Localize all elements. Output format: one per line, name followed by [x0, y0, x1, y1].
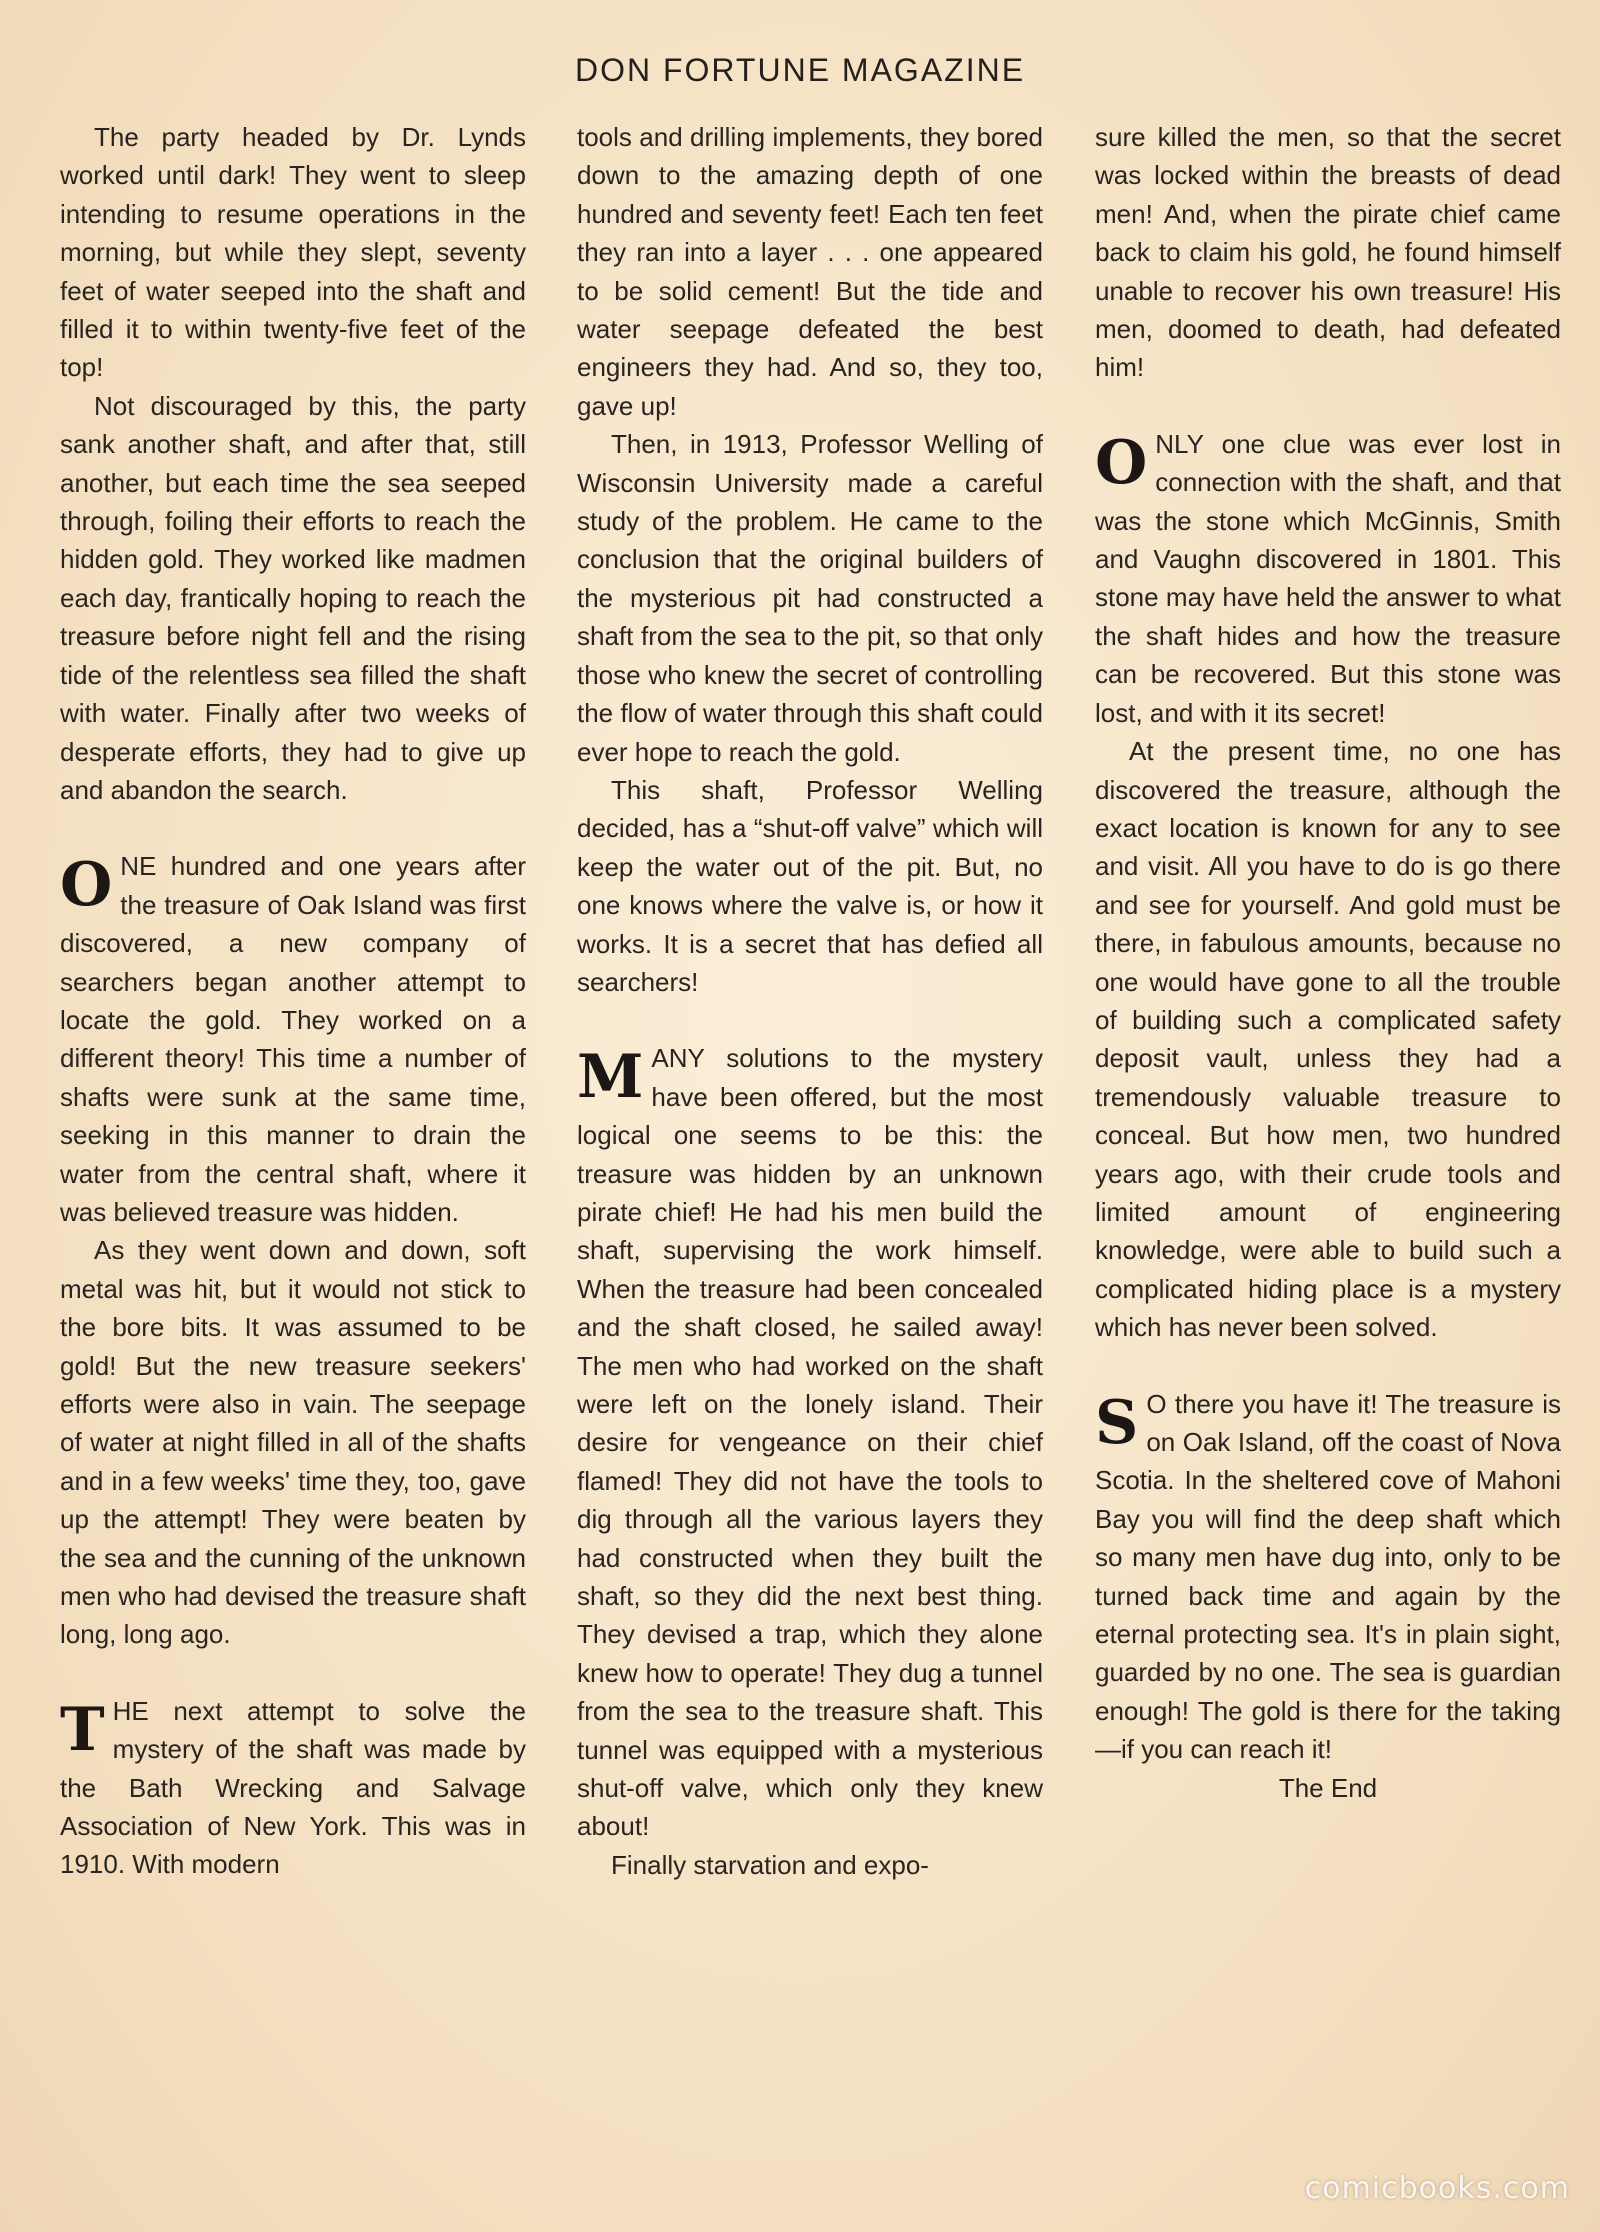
paragraph-text: NLY one clue was ever lost in connection with the shaft, and that was the stone which McGinnis, Smith and Vaughn discovered in 1801. This stone may have held the answer to what the shaft hides and how the treasure can be recovered. But this stone was lost, and with it its secret!	[1095, 428, 1561, 728]
paragraph: Not discouraged by this, the party sank another shaft, and after that, still another, but each time the sea seeped through, foiling their efforts to reach the hidden gold. They worked like madmen each day, frantically hoping to reach the treasure before night fell and the rising tide of the relentless sea filled the shaft with water. Finally after two weeks of desperate efforts, they had to give up and abandon the search.	[60, 390, 526, 805]
drop-cap: O	[1095, 427, 1148, 498]
paragraph: tools and drilling implements, they bored down to the amazing depth of one hundred and seventy feet! Each ten feet they ran into a layer . . . one appeared to be solid cement! But the tide and water seepage defeated the best engineers they had. And so, they too, gave up!	[577, 122, 1043, 421]
paragraph	[1095, 1385, 1561, 1769]
column-2	[577, 118, 1043, 1884]
paragraph	[60, 1692, 526, 1884]
paragraph: sure killed the men, so that the secret was locked within the breasts of dead men! And, when the pirate chief came back to claim his gold, he found himself unable to recover his own treasure! His men, doomed to death, had defeated him!	[1095, 122, 1561, 383]
drop-cap: O	[60, 850, 113, 921]
paragraph-text: HE next attempt to solve the mystery of the shaft was made by the Bath Wrecking and Salvage Association of New York. This was in 1910. With modern	[60, 1695, 526, 1880]
drop-cap: S	[1095, 1387, 1139, 1458]
drop-cap: T	[60, 1694, 105, 1765]
paragraph: Then, in 1913, Professor Welling of Wisconsin University made a careful study of the problem. He came to the conclusion that the original builders of the mysterious pit had constructed a shaft from the sea to the pit, so that only those who knew the secret of controlling the flow of water through this shaft could ever hope to reach the gold.	[577, 429, 1043, 767]
paragraph: At the present time, no one has discovered the treasure, although the exact location is known for any to see and visit. All you have to do is go there and see for yourself. And gold must be there, in fabulous amounts, because no one would have gone to all the trouble of building such a complicated safety deposit vault, unless they had a tremendously valuable treasure to conceal. But how men, two hundred years ago, with their crude tools and limited amount of engineering knowledge, were able to build such a complicated hiding place is a mystery which has never been solved.	[1095, 736, 1561, 1343]
paragraph-text: NE hundred and one years after the treasure of Oak Island was first discovered, a new company of searchers began another attempt to locate the gold. They worked on a different theory! This time a number of shafts were sunk at the same time, seeking in this manner to drain the water from the central shaft, where it was believed treasure was hidden.	[60, 851, 526, 1227]
watermark: comicbooks.com	[1304, 2171, 1570, 2206]
paragraph: The party headed by Dr. Lynds worked until dark! They went to sleep intending to resume operations in the morning, but while they slept, seventy feet of water seeped into the shaft and filled it to within twenty-five feet of the top!	[60, 122, 526, 383]
column-3	[1095, 118, 1561, 1807]
paragraph	[60, 847, 526, 1231]
the-end-label: The End	[1278, 1772, 1378, 1803]
paragraph	[1095, 425, 1561, 732]
paragraph: As they went down and down, soft metal was hit, but it would not stick to the bore bits. It was assumed to be gold! But the new treasure seekers' efforts were also in vain. The seepage of water at night filled in all of the shafts and in a few weeks' time they, too, gave up the attempt! They were beaten by the sea and the cunning of the unknown men who had devised the treasure shaft long, long ago.	[60, 1235, 526, 1650]
paragraph-text: O there you have it! The treasure is on Oak Island, off the coast of Nova Scotia. In the sheltered cove of Mahoni Bay you will find the deep shaft which so many men have dug into, only to be turned back time and again by the eternal protecting sea. It's in plain sight, guarded by no one. The sea is guardian enough! The gold is there for the taking—if you can reach it!	[1095, 1388, 1561, 1765]
paragraph-text: ANY solutions to the mystery have been offered, but the most logical one seems to be this: the treasure was hidden by an unknown pirate chief! He had his men build the shaft, supervising the work himself. When the treasure had been concealed and the shaft closed, he sailed away! The men who had worked on the shaft were left on the lonely island. Their desire for vengeance on their chief flamed! They did not have the tools to dig through all the various layers they had constructed when they built the shaft, so they did the next best thing. They devised a trap, which they alone knew how to operate! They dug a tunnel from the sea to the treasure shaft. This tunnel was equipped with a mysterious shut-off valve, which only they knew about!	[577, 1043, 1043, 1842]
page-title: DON FORTUNE MAGAZINE	[574, 52, 1026, 88]
drop-cap: M	[577, 1042, 644, 1113]
paragraph	[577, 1039, 1043, 1846]
column-1	[60, 118, 526, 1884]
paragraph: This shaft, Professor Welling decided, has a “shut-off valve” which will keep the water out of the pit. But, no one knows where the valve is, or how it works. It is a secret that has defied all searchers!	[577, 774, 1043, 997]
paragraph: Finally starvation and expo-	[611, 1849, 929, 1880]
